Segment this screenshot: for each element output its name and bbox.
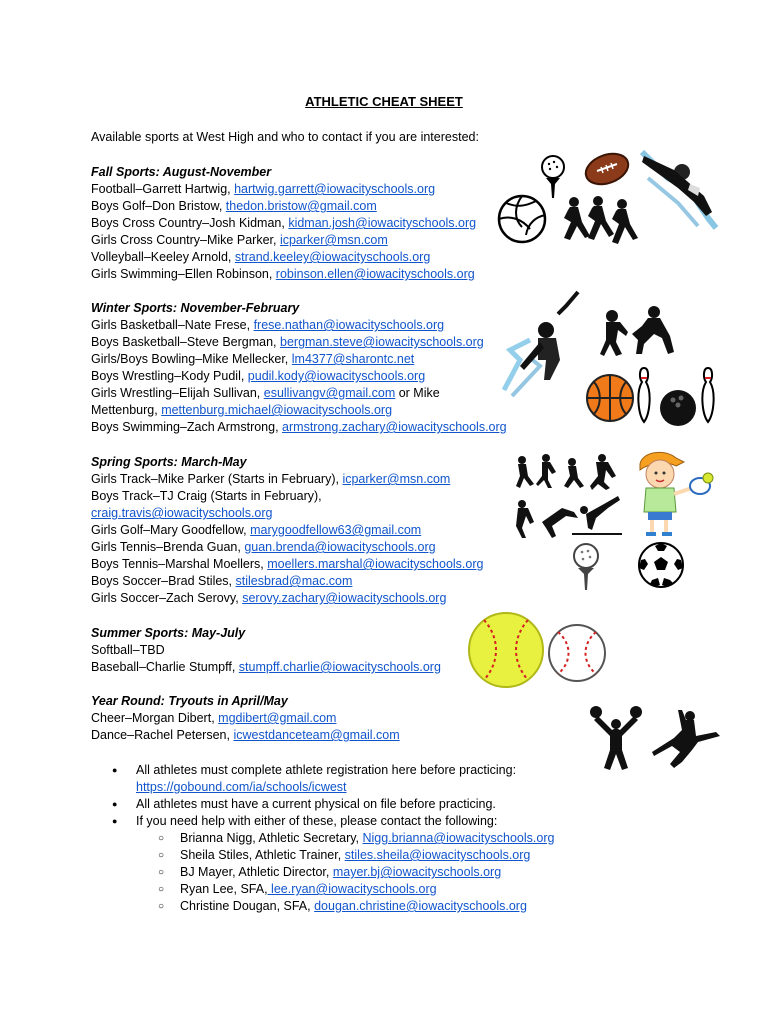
section-heading: Summer Sports: May-July xyxy=(91,626,246,640)
email-link[interactable]: serovy.zachary@iowacityschools.org xyxy=(242,591,447,605)
contact-line: Boys Track–TJ Craig (Starts in February), xyxy=(91,489,322,503)
cheerleader-icon xyxy=(590,706,642,774)
contact-line: Boys Cross Country–Josh Kidman, kidman.josh@iowacityschools.org xyxy=(91,216,477,230)
email-link[interactable]: moellers.marshal@iowacityschools.org xyxy=(267,557,484,571)
list-item: ● If you need help with either of these, please contact the following: ○ Brianna Nigg, Athletic Secretary, Nigg.brianna@iowacityschools.org ○ Sheila Stiles, Athletic Trainer, stiles.sheila@iowacityschools.org ○ BJ Mayer, Athletic Director, mayer.bj@iowacityschools.org ○ Ryan Lee, SFA, lee.ryan@iowacityschools.org ○ Christine Dougan, SFA, dougan.christine@iowacityschools.org xyxy=(108,813,668,915)
diver-icon xyxy=(500,290,582,400)
summer-section xyxy=(91,625,511,676)
contact-line: Girls Soccer–Zach Serovy, serovy.zachary@iowacityschools.org xyxy=(91,591,447,605)
football-icon xyxy=(583,150,631,188)
contact-line: Cheer–Morgan Dibert, mgdibert@gmail.com xyxy=(91,711,337,725)
track-athletes-icon xyxy=(512,452,624,542)
softball-icon xyxy=(466,610,546,690)
section-heading: Year Round: Tryouts in April/May xyxy=(91,694,288,708)
email-link[interactable]: armstrong.zachary@iowacityschools.org xyxy=(282,420,507,434)
email-link[interactable]: icparker@msn.com xyxy=(279,233,388,247)
email-link[interactable]: stumpff.charlie@iowacityschools.org xyxy=(238,660,441,674)
email-link[interactable]: stilesbrad@mac.com xyxy=(235,574,353,588)
email-link[interactable]: lee.ryan@iowacityschools.org xyxy=(267,882,437,896)
contact-line: Girls Cross Country–Mike Parker, icparker@msn.com xyxy=(91,233,388,247)
requirements-list xyxy=(108,762,668,915)
contact-line: Boys Basketball–Steve Bergman, bergman.steve@iowacityschools.org xyxy=(91,335,484,349)
email-link[interactable]: icwestdanceteam@gmail.com xyxy=(233,728,400,742)
contact-line: Girls Basketball–Nate Frese, frese.nathan@iowacityschools.org xyxy=(91,318,445,332)
tennis-kid-icon xyxy=(630,448,716,540)
list-item: ● All athletes must complete athlete registration here before practicing: https://gobound.com/ia/schools/icwest xyxy=(108,762,668,796)
email-link[interactable]: mettenburg.michael@iowacityschools.org xyxy=(161,403,393,417)
email-link[interactable]: hartwig.garrett@iowacityschools.org xyxy=(234,182,436,196)
contact-line: Boys Wrestling–Kody Pudil, pudil.kody@iowacityschools.org xyxy=(91,369,426,383)
volleyball-icon xyxy=(496,193,548,245)
contact-line: Girls/Boys Bowling–Mike Mellecker, lm4377@sharontc.net xyxy=(91,352,415,366)
email-link[interactable]: marygoodfellow63@gmail.com xyxy=(250,523,422,537)
list-item: ● All athletes must have a current physical on file before practicing. xyxy=(108,796,668,813)
email-link[interactable]: mayer.bj@iowacityschools.org xyxy=(332,865,502,879)
email-link[interactable]: bergman.steve@iowacityschools.org xyxy=(280,335,484,349)
fall-section xyxy=(91,164,511,283)
email-link[interactable]: pudil.kody@iowacityschools.org xyxy=(247,369,426,383)
basketball-icon xyxy=(584,372,636,424)
contact-line: Football–Garrett Hartwig, hartwig.garrett@iowacityschools.org xyxy=(91,182,436,196)
contact-line: Volleyball–Keeley Arnold, strand.keeley@iowacityschools.org xyxy=(91,250,431,264)
contact-line: Boys Soccer–Brad Stiles, stilesbrad@mac.com xyxy=(91,574,353,588)
contact-line xyxy=(91,505,511,522)
list-item: ○ Christine Dougan, SFA, dougan.christine@iowacityschools.org xyxy=(136,898,668,915)
email-link[interactable]: craig.travis@iowacityschools.org xyxy=(91,506,273,520)
wrestlers-icon xyxy=(598,306,676,358)
registration-link[interactable]: https://gobound.com/ia/schools/icwest xyxy=(136,780,347,794)
email-link[interactable]: guan.brenda@iowacityschools.org xyxy=(244,540,436,554)
contact-line: Girls Track–Mike Parker (Starts in February), icparker@msn.com xyxy=(91,472,451,486)
swimmer-icon xyxy=(638,148,720,232)
email-link[interactable]: lm4377@sharontc.net xyxy=(291,352,415,366)
list-item: ○ BJ Mayer, Athletic Director, mayer.bj@iowacityschools.org xyxy=(136,864,668,881)
spring-section xyxy=(91,454,511,607)
contact-line: Dance–Rachel Petersen, icwestdanceteam@gmail.com xyxy=(91,728,400,742)
section-heading: Fall Sports: August-November xyxy=(91,165,272,179)
contact-line: Girls Swimming–Ellen Robinson, robinson.ellen@iowacityschools.org xyxy=(91,267,475,281)
section-heading: Spring Sports: March-May xyxy=(91,455,247,469)
email-link[interactable]: strand.keeley@iowacityschools.org xyxy=(234,250,431,264)
soccer-ball-icon xyxy=(636,540,686,590)
winter-section xyxy=(91,300,511,436)
contact-line: Baseball–Charlie Stumpff, stumpff.charlie@iowacityschools.org xyxy=(91,660,441,674)
contact-line: Boys Swimming–Zach Armstrong, armstrong.zachary@iowacityschools.org xyxy=(91,420,507,434)
email-link[interactable]: kidman.josh@iowacityschools.org xyxy=(288,216,477,230)
email-link[interactable]: mgdibert@gmail.com xyxy=(218,711,337,725)
dancer-icon xyxy=(652,706,722,770)
baseball-icon xyxy=(546,622,608,684)
contact-line: Softball–TBD xyxy=(91,643,165,657)
email-link[interactable]: robinson.ellen@iowacityschools.org xyxy=(275,267,475,281)
contact-line: Girls Wrestling–Elijah Sullivan, esullivangv@gmail.com or Mike xyxy=(91,386,440,400)
email-link[interactable]: frese.nathan@iowacityschools.org xyxy=(253,318,445,332)
contact-line: Girls Tennis–Brenda Guan, guan.brenda@iowacityschools.org xyxy=(91,540,436,554)
email-link[interactable]: thedon.bristow@gmail.com xyxy=(225,199,377,213)
golf-ball-icon xyxy=(570,542,602,592)
year-round-section xyxy=(91,693,511,744)
contact-line: Girls Golf–Mary Goodfellow, marygoodfellow63@gmail.com xyxy=(91,523,422,537)
bowling-icon xyxy=(636,364,720,432)
section-heading: Winter Sports: November-February xyxy=(91,301,300,315)
list-item: ○ Brianna Nigg, Athletic Secretary, Nigg.brianna@iowacityschools.org xyxy=(136,830,668,847)
contacts-sublist xyxy=(136,830,668,915)
email-link[interactable]: esullivangv@gmail.com xyxy=(263,386,396,400)
runners-icon xyxy=(558,196,640,252)
email-link[interactable]: stiles.sheila@iowacityschools.org xyxy=(344,848,531,862)
list-item: ○ Ryan Lee, SFA, lee.ryan@iowacityschools.org xyxy=(136,881,668,898)
list-item: ○ Sheila Stiles, Athletic Trainer, stiles.sheila@iowacityschools.org xyxy=(136,847,668,864)
email-link[interactable]: Nigg.brianna@iowacityschools.org xyxy=(362,831,555,845)
email-link[interactable]: dougan.christine@iowacityschools.org xyxy=(314,899,527,913)
page-title: ATHLETIC CHEAT SHEET xyxy=(305,94,463,109)
contact-line: Boys Golf–Don Bristow, thedon.bristow@gmail.com xyxy=(91,199,377,213)
email-link[interactable]: icparker@msn.com xyxy=(342,472,451,486)
intro-text: Available sports at West High and who to contact if you are interested: xyxy=(91,130,479,144)
contact-line: Mettenburg, mettenburg.michael@iowacityschools.org xyxy=(91,403,393,417)
contact-line: Boys Tennis–Marshal Moellers, moellers.marshal@iowacityschools.org xyxy=(91,557,484,571)
